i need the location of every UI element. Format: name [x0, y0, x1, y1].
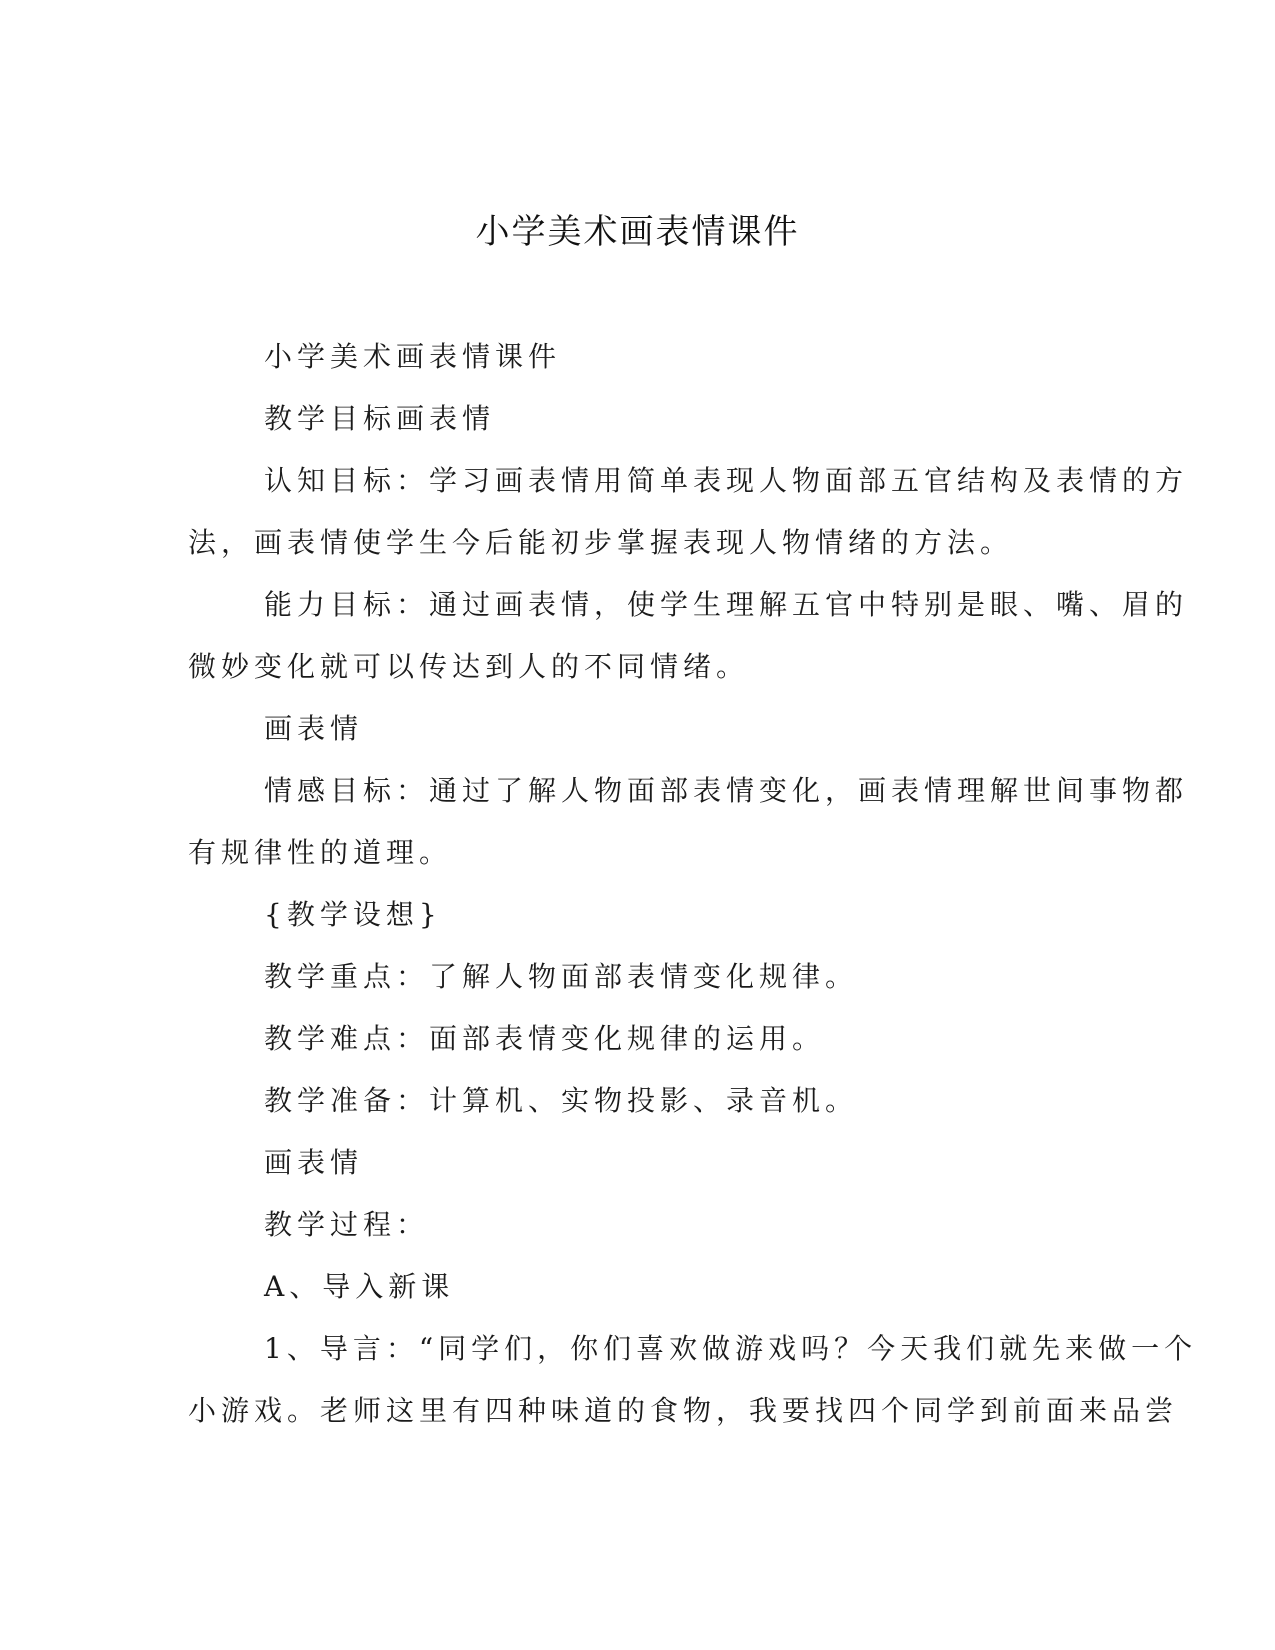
body-line: 能力目标：通过画表情，使学生理解五官中特别是眼、嘴、眉的	[264, 588, 1189, 621]
body-line: 画表情	[264, 1146, 364, 1179]
document-body	[188, 326, 1198, 1442]
body-line: 微妙变化就可以传达到人的不同情绪。	[188, 650, 750, 683]
body-line: 教学重点：了解人物面部表情变化规律。	[264, 960, 859, 993]
body-line: 小游戏。老师这里有四种味道的食物，我要找四个同学到前面来品尝	[188, 1394, 1179, 1427]
body-line: 情感目标：通过了解人物面部表情变化，画表情理解世间事物都	[264, 774, 1189, 807]
body-line: 画表情	[264, 712, 364, 745]
body-line: 1、导言：“同学们，你们喜欢做游戏吗？今天我们就先来做一个	[264, 1332, 1198, 1365]
body-line: 教学难点：面部表情变化规律的运用。	[264, 1022, 826, 1055]
body-line: A、导入新课	[264, 1270, 455, 1303]
body-line: {教学设想}	[264, 898, 442, 931]
body-line: 有规律性的道理。	[188, 836, 453, 869]
body-line: 小学美术画表情课件	[264, 340, 562, 373]
body-line: 认知目标：学习画表情用简单表现人物面部五官结构及表情的方	[264, 464, 1189, 497]
body-line: 教学目标画表情	[264, 402, 496, 435]
body-line: 教学过程：	[264, 1208, 430, 1241]
body-line: 法，画表情使学生今后能初步掌握表现人物情绪的方法。	[188, 526, 1014, 559]
document-title: 小学美术画表情课件	[475, 212, 800, 252]
body-line: 教学准备：计算机、实物投影、录音机。	[264, 1084, 859, 1117]
